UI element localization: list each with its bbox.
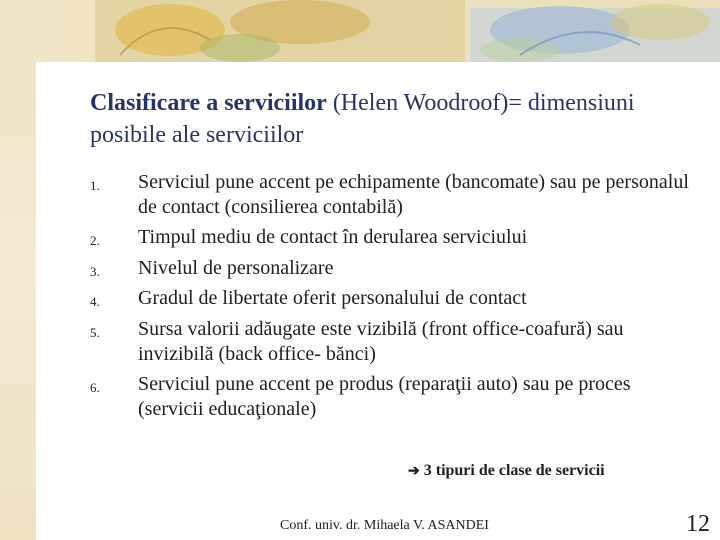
list-item-text: Serviciul pune accent pe produs (reparaţii auto) sau pe proces (servicii educaţionale): [138, 373, 631, 420]
right-arrow-icon: ➔: [408, 464, 420, 479]
list-item-text: Gradul de libertate oferit personalului de contact: [138, 287, 527, 310]
conclusion-text: 3 tipuri de clase de servicii: [423, 462, 605, 479]
list-item: [90, 372, 690, 421]
title-rest: (Helen Woodroof)= dimensiuni posibile ale serviciilor: [90, 90, 635, 148]
page-number: 12: [686, 511, 710, 537]
leaf-decoration: [0, 0, 720, 62]
conclusion: [408, 462, 605, 480]
list-item-number: 3.: [90, 263, 100, 279]
list-item-number: 5.: [90, 324, 100, 340]
decorative-left-strip: [0, 0, 36, 540]
list-item: [90, 170, 690, 219]
list-item-text: Timpul mediu de contact în derularea serviciului: [138, 226, 528, 249]
list-item: [90, 317, 690, 366]
author-footer: Conf. univ. dr. Mihaela V. ASANDEI: [280, 518, 489, 533]
list-item: [90, 225, 690, 250]
slide-title: [90, 87, 690, 151]
classification-list: [90, 170, 690, 427]
decorative-banner: [0, 0, 720, 62]
list-item-text: Nivelul de personalizare: [138, 256, 334, 279]
list-item-number: 6.: [90, 380, 100, 396]
list-item-number: 4.: [90, 294, 100, 310]
list-item: [90, 286, 690, 311]
list-item: [90, 256, 690, 281]
list-item-number: 2.: [90, 233, 100, 249]
title-bold: Clasificare a serviciilor: [90, 90, 327, 116]
list-item-text: Sursa valorii adăugate este vizibilă (front office-coafură) sau invizibilă (back office- bănci): [138, 317, 624, 365]
list-item-text: Serviciul pune accent pe echipamente (bancomate) sau pe personalul de contact (consilierea contabilă): [138, 171, 689, 218]
list-item-number: 1.: [90, 178, 100, 193]
